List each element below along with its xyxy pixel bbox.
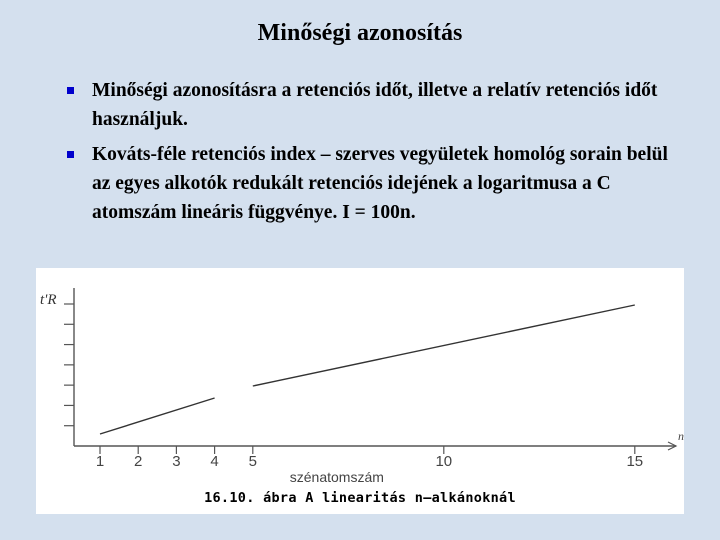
x-tick-label: 10 <box>435 453 453 470</box>
square-bullet-icon <box>67 87 74 94</box>
x-tick-label: 15 <box>626 453 644 470</box>
series-line-segment <box>100 398 215 434</box>
linearity-chart <box>36 268 684 514</box>
x-axis-label: szénatomszám <box>289 469 384 485</box>
x-tick-label: 2 <box>134 453 143 470</box>
x-tick-label: 3 <box>172 453 181 470</box>
x-arrow-label: n <box>678 429 684 443</box>
figure-caption: 16.10. ábra A linearitás n–alkánoknál <box>204 490 516 506</box>
slide-title: Minőségi azonosítás <box>257 20 463 46</box>
bullet-text: Minőségi azonosításra a retenciós időt, illetve a relatív retenciós időt használjuk. <box>92 80 658 130</box>
bullet-item <box>64 140 684 227</box>
bullet-list <box>64 76 684 233</box>
bullet-text: Kováts-féle retenciós index – szerves vegyületek homológ sorain belül az egyes alkotók redukált retenciós idejének a logaritmusa a C atomszám lineáris függvénye. I = 100n. <box>92 144 668 223</box>
x-tick-label: 4 <box>210 453 219 470</box>
x-tick-label: 5 <box>248 453 257 470</box>
square-bullet-icon <box>67 151 74 158</box>
series-line-segment <box>253 305 635 386</box>
x-tick-label: 1 <box>95 453 105 470</box>
bullet-item <box>64 76 684 134</box>
y-axis-label: t'R <box>40 292 57 308</box>
figure <box>36 268 684 514</box>
